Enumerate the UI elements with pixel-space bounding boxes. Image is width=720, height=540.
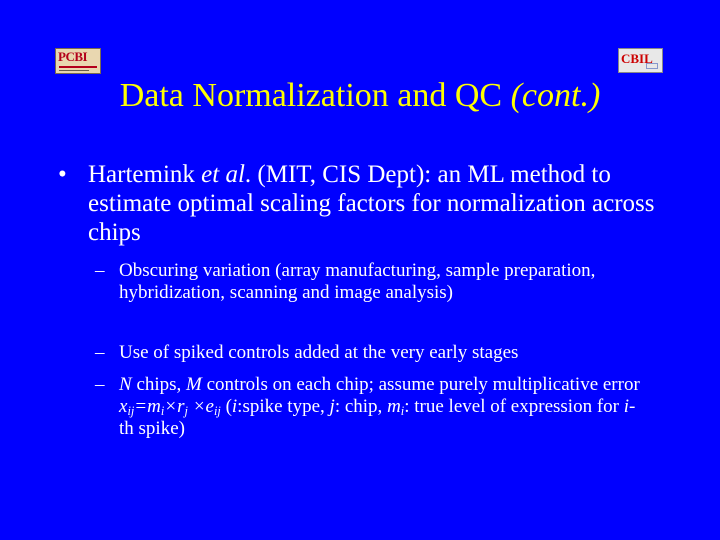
bullet-name: Hartemink — [88, 161, 202, 188]
cbil-logo-mark — [646, 63, 658, 69]
s3-c: ( — [220, 396, 232, 417]
ij-sub-1: ij — [127, 404, 135, 419]
main-bullet-text — [88, 160, 688, 247]
dash-1: – — [95, 260, 105, 281]
slide-title — [0, 76, 720, 116]
eq-m: =m — [134, 396, 161, 417]
j-var-2: j — [329, 396, 335, 417]
pcbi-logo-text: PCBI — [58, 49, 88, 64]
pcbi-logo-stripe — [59, 66, 97, 68]
s3-a: chips, — [131, 374, 187, 395]
title-main: Data Normalization and QC — [119, 77, 511, 114]
sub-bullet-text-3 — [119, 374, 649, 440]
times-r: ×r — [164, 396, 185, 417]
bullet-etal: et al — [201, 161, 245, 188]
m-var-2: m — [387, 396, 401, 417]
bullet-dot: • — [58, 161, 67, 188]
sub-bullet-text-1: Obscuring variation (array manufacturing, sample preparation, hybridization, scanning and image analysis) — [119, 260, 596, 303]
cbil-logo — [618, 48, 663, 73]
n-var: N — [119, 374, 132, 395]
pcbi-logo-caption — [59, 70, 89, 71]
i-var-4: i — [623, 396, 629, 417]
dash-2: – — [95, 342, 105, 363]
m-var: M — [186, 374, 202, 395]
bullet-rest: . (MIT, CIS Dept): an ML method to estimate optimal scaling factors for normalization across chips — [88, 161, 655, 246]
cbil-logo-text: CBIL — [621, 51, 653, 66]
s3-g: -th spike) — [119, 396, 636, 439]
s3-d: :spike type, — [237, 396, 330, 417]
ij-sub-2: ij — [213, 404, 221, 419]
i-sub-3: i — [400, 404, 405, 419]
i-var-2: i — [231, 396, 238, 417]
dash-3: – — [95, 374, 105, 395]
s3-f: : true level of expression for — [404, 396, 624, 417]
pcbi-logo — [55, 48, 101, 74]
s3-b: controls on each chip; assume purely multiplicative error — [201, 374, 640, 395]
j-sub-1: j — [184, 404, 188, 419]
times-e: ×e — [187, 396, 214, 417]
i-sub-1: i — [160, 404, 165, 419]
x-var: x — [119, 396, 128, 417]
s3-e: : chip, — [334, 396, 388, 417]
title-italic: (cont.) — [510, 77, 601, 114]
sub-bullet-text-2: Use of spiked controls added at the very early stages — [119, 342, 519, 363]
